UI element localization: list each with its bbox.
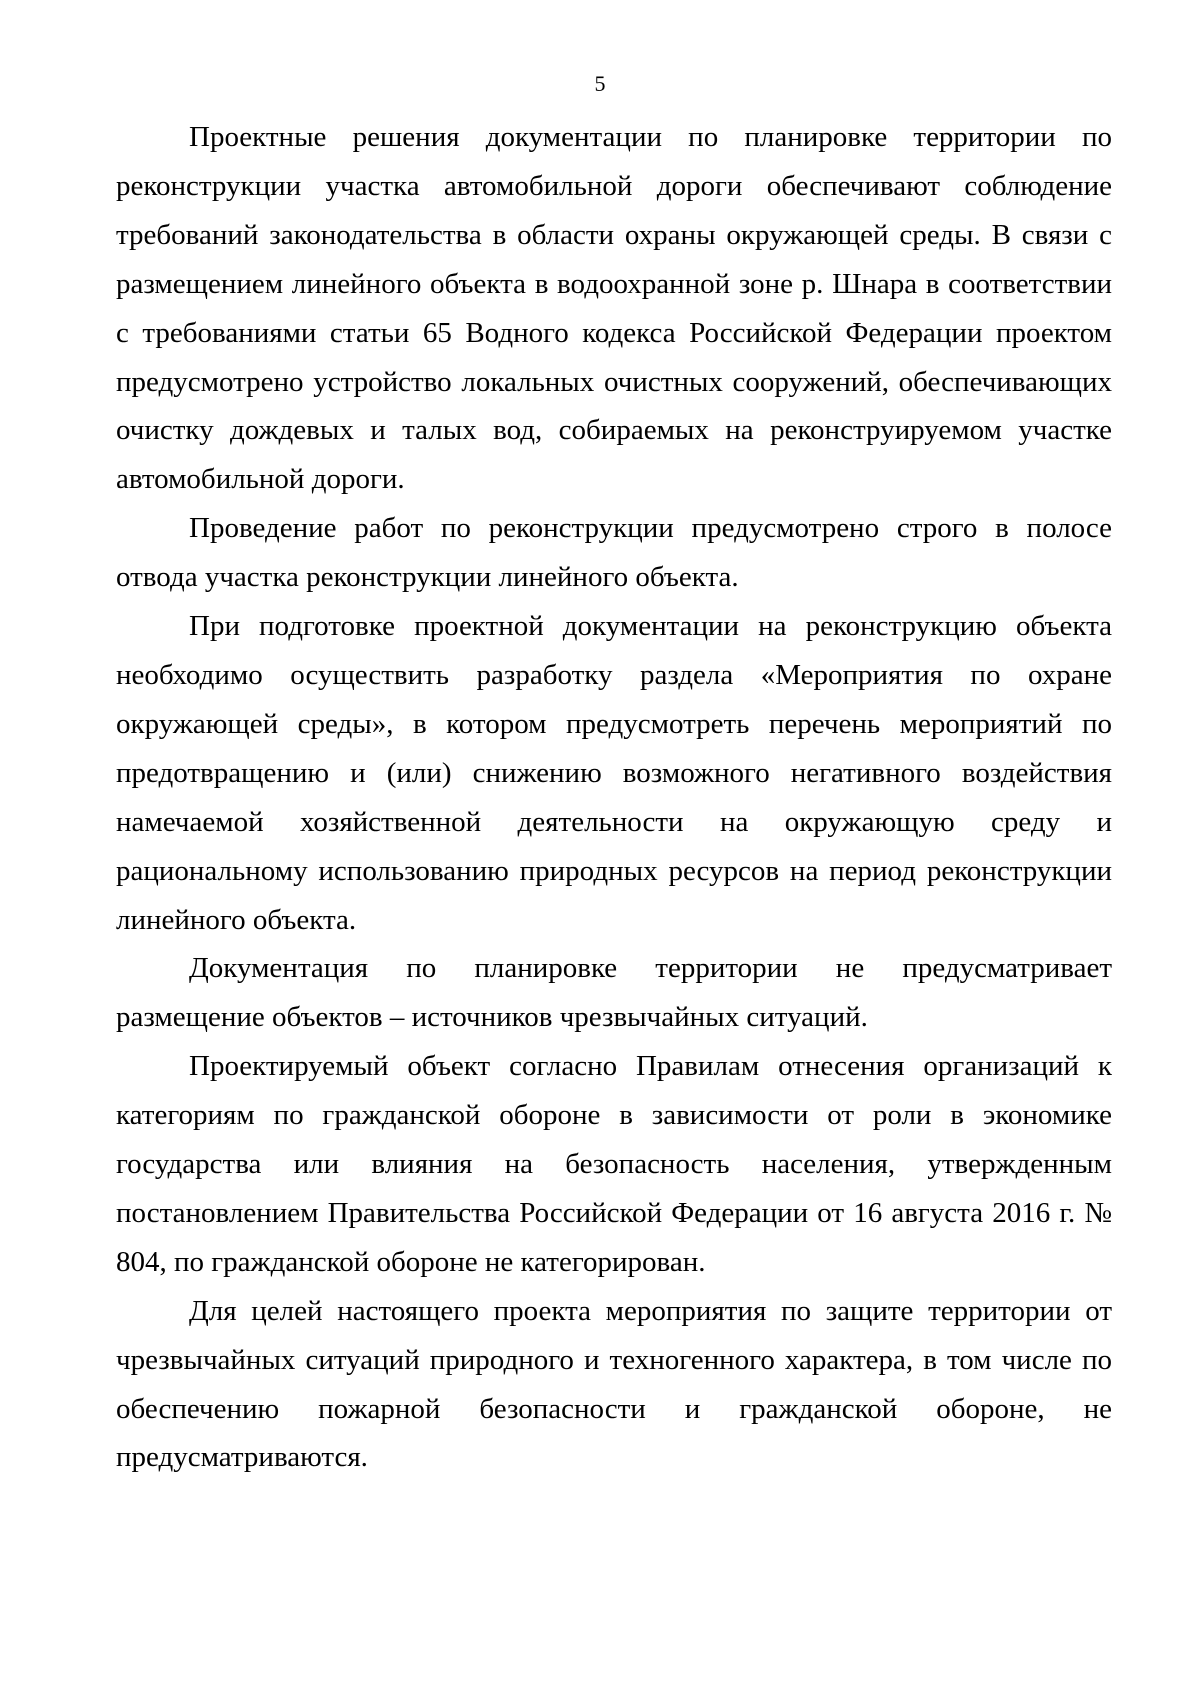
document-body (116, 113, 1112, 1482)
paragraph-environmental-measures: При подготовке проектной документации на реконструкцию объекта необходимо осуществить разработку раздела «Мероприятия по охране окружающей среды», в котором предусмотреть перечень мероприятий по предотвращению и (или) снижению возможного негативного воздействия намечаемой хозяйственной деятельности на окружающую среду и рациональному использованию природных ресурсов на период реконструкции линейного объекта. (116, 610, 1112, 936)
paragraph-environment: Проектные решения документации по планировке территории по реконструкции участка автомобильной дороги обеспечивают соблюдение требований законодательства в области охраны окружающей среды. В связи с размещением линейного объекта в водоохранной зоне р. Шнара в соответствии с требованиями статьи 65 Водного кодекса Российской Федерации проектом предусмотрено устройство локальных очистных сооружений, обеспечивающих очистку дождевых и талых вод, собираемых на реконструируемом участке автомобильной дороги. (116, 121, 1112, 496)
paragraph-emergency-sources: Документация по планировке территории не предусматривает размещение объектов – источников чрезвычайных ситуаций. (116, 952, 1112, 1034)
paragraph-civil-defense-category: Проектируемый объект согласно Правилам отнесения организаций к категориям по гражданской обороне в зависимости от роли в экономике государства или влияния на безопасность населения, утвержденным постановлением Правительства Российской Федерации от 16 августа 2016 г. № 804, по гражданской обороне не категорирован. (116, 1050, 1112, 1278)
page-number: 5 (594, 71, 606, 96)
paragraph-protection-measures: Для целей настоящего проекта мероприятия по защите территории от чрезвычайных ситуаций природного и техногенного характера, в том числе по обеспечению пожарной безопасности и гражданской обороне, не предусматриваются. (116, 1294, 1112, 1474)
paragraph-works-scope: Проведение работ по реконструкции предусмотрено строго в полосе отвода участка реконструкции линейного объекта. (116, 512, 1112, 594)
